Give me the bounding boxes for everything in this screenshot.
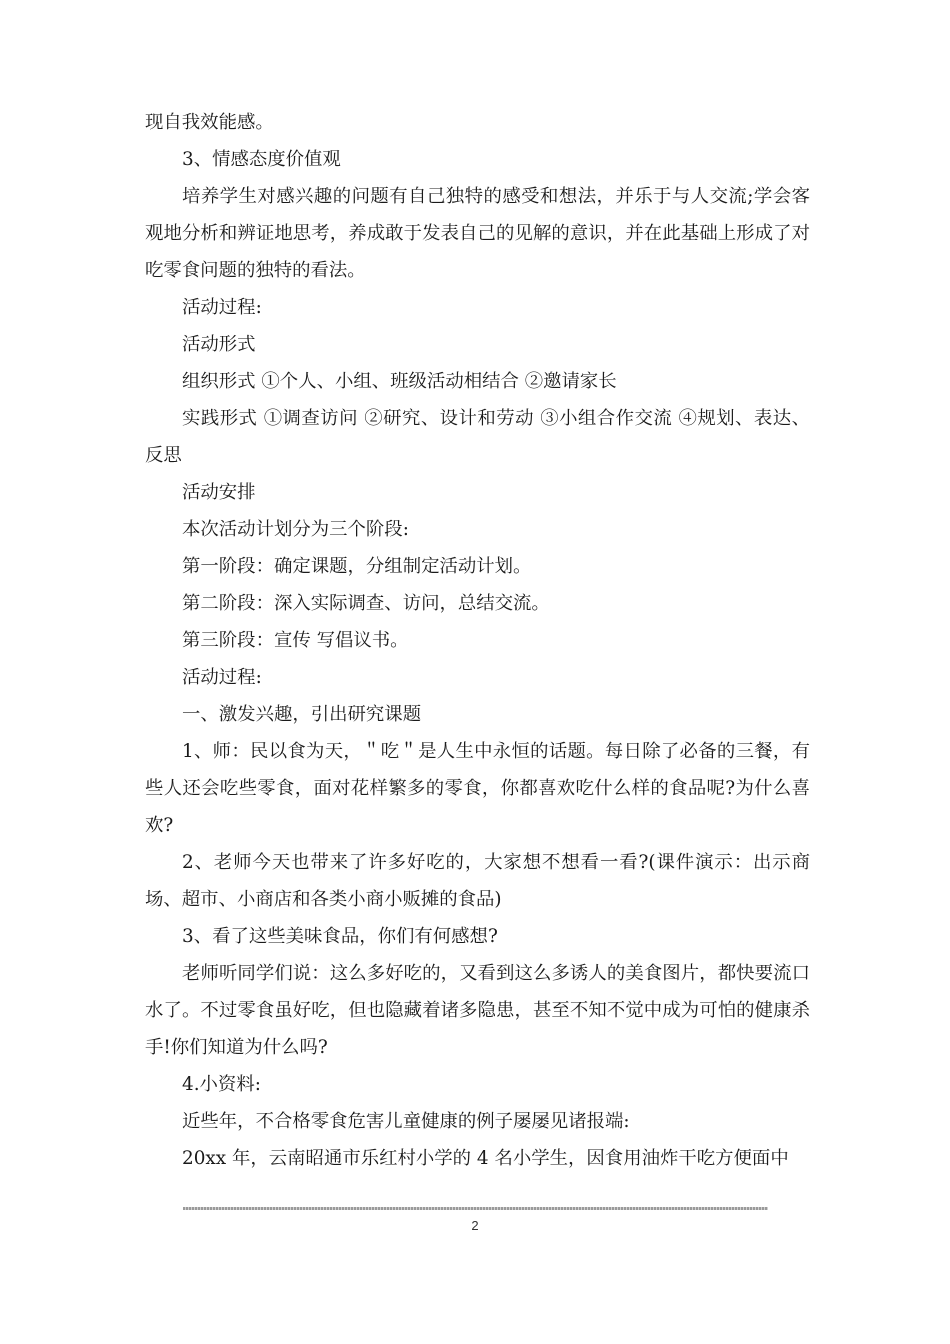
paragraph: 现自我效能感。 — [145, 112, 274, 133]
paragraph: 第三阶段：宣传 写倡议书。 — [182, 630, 409, 651]
paragraph: 1、师：民以食为天，＂吃＂是人生中永恒的话题。每日除了必备的三餐，有些人还会吃些零食，面对花样繁多的零食，你都喜欢吃什么样的食品呢?为什么喜欢? — [145, 741, 810, 836]
paragraph: 第二阶段：深入实际调查、访问，总结交流。 — [182, 593, 550, 614]
paragraph: 实践形式 ①调查访问 ②研究、设计和劳动 ③小组合作交流 ④规划、表达、反思 — [145, 408, 810, 466]
page-number: 2 — [471, 1218, 479, 1233]
paragraph: 组织形式 ①个人、小组、班级活动相结合 ②邀请家长 — [182, 371, 617, 392]
paragraph: 2、老师今天也带来了许多好吃的，大家想不想看一看?(课件演示：出示商场、超市、小商店和各类小商小贩摊的食品) — [145, 852, 810, 910]
paragraph: 老师听同学们说：这么多好吃的，又看到这么多诱人的美食图片，都快要流口水了。不过零食虽好吃，但也隐藏着诸多隐患，甚至不知不觉中成为可怕的健康杀手!你们知道为什么吗? — [145, 963, 810, 1058]
paragraph: 活动安排 — [182, 482, 256, 503]
paragraph: 活动过程: — [182, 667, 262, 688]
paragraph: 活动过程: — [182, 297, 262, 318]
paragraph: 近些年，不合格零食危害儿童健康的例子屡屡见诸报端: — [182, 1111, 630, 1132]
paragraph: 本次活动计划分为三个阶段: — [182, 519, 409, 540]
paragraph: 20xx 年，云南昭通市乐红村小学的 4 名小学生，因食用油炸干吃方便面中 — [182, 1148, 789, 1169]
paragraph: 3、情感态度价值观 — [182, 149, 341, 170]
paragraph: 活动形式 — [182, 334, 256, 355]
paragraph: 一、激发兴趣，引出研究课题 — [182, 704, 422, 725]
paragraph: 第一阶段：确定课题，分组制定活动计划。 — [182, 556, 532, 577]
footer-divider — [183, 1207, 768, 1210]
document-body — [145, 104, 810, 1177]
paragraph: 培养学生对感兴趣的问题有自己独特的感受和想法，并乐于与人交流;学会客观地分析和辨证地思考，养成敢于发表自己的见解的意识，并在此基础上形成了对吃零食问题的独特的看法。 — [145, 186, 810, 281]
paragraph: 3、看了这些美味食品，你们有何感想? — [182, 926, 498, 947]
paragraph: 4.小资料: — [182, 1074, 261, 1095]
